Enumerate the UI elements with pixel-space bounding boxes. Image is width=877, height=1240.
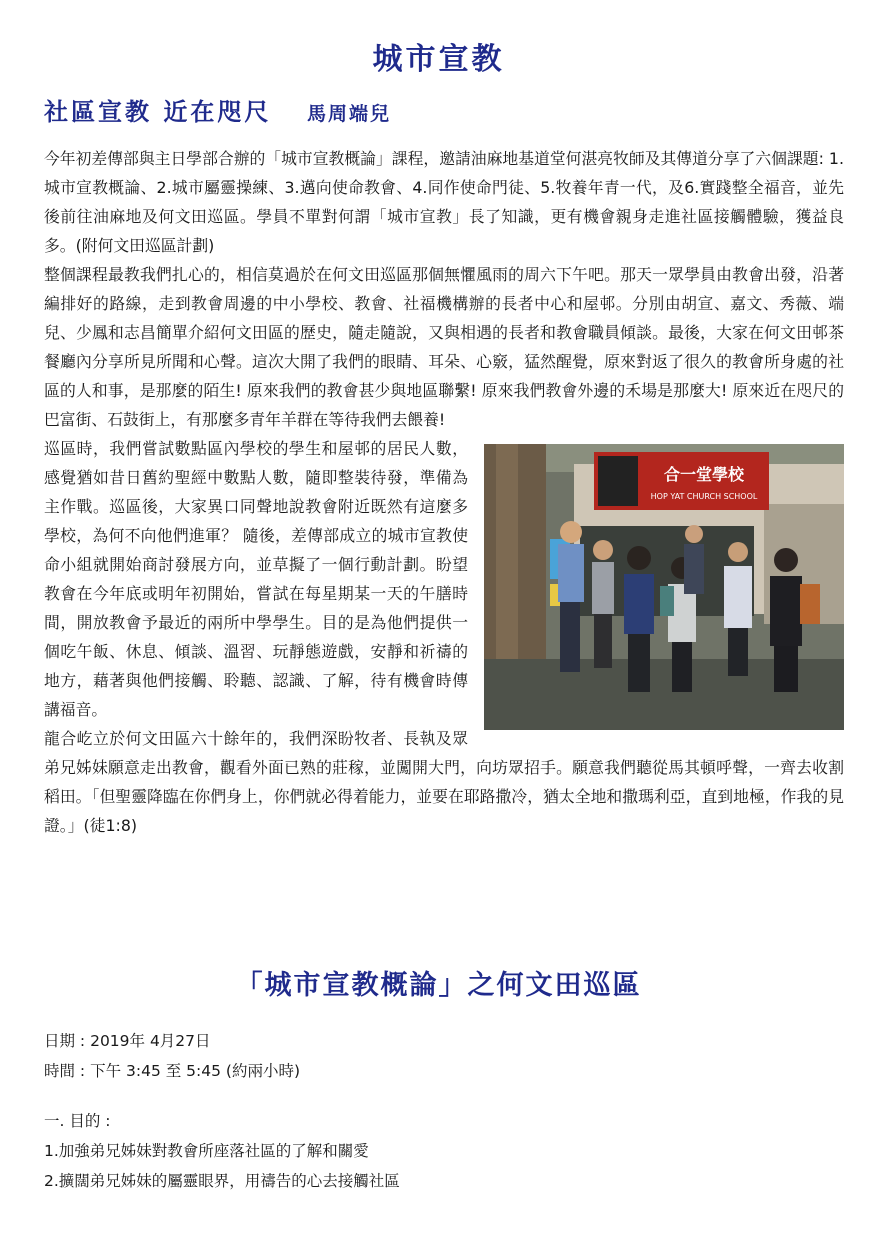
school-sign-subtext: HOP YAT CHURCH SCHOOL	[650, 492, 758, 501]
aims-item: 2.擴闊弟兄姊妹的屬靈眼界，用禱告的心去接觸社區	[44, 1172, 400, 1190]
aims-item: 1.加強弟兄姊妹對教會所座落社區的了解和關愛	[44, 1142, 369, 1160]
schedule-time: 時間 : 下午 3:45 至 5:45 (約兩小時)	[44, 1062, 300, 1080]
page-title: 城市宣教	[372, 42, 505, 77]
section-title: 「城市宣教概論」之何文田巡區	[235, 970, 642, 1001]
article-author: 馬周端兒	[306, 103, 391, 125]
article-title: 社區宣教 近在咫尺	[44, 98, 272, 126]
schedule	[44, 1026, 300, 1086]
aims	[44, 1106, 400, 1196]
paragraph-intro: 今年初差傳部與主日學部合辦的「城市宣教概論」課程，邀請油麻地基道堂何湛亮牧師及其傳道分享了六個課題: 1.城市宣教概論、2.城市屬靈操練、3.邁向使命教會、4.同作使命門徒、5.牧養年青一代，及6.實踐整全福音，並先後前往油麻地及何文田巡區。學員不單對何謂「城市宣教」長了知識，更有機會親身走進社區接觸體驗，獲益良多。(附何文田巡區計劃)	[44, 149, 844, 255]
article-subheading	[44, 94, 391, 130]
schedule-date: 日期 : 2019年 4月27日	[44, 1032, 211, 1050]
paragraph-tour: 整個課程最教我們扎心的，相信莫過於在何文田巡區那個無懼風雨的周六下午吧。那天一眾學員由教會出發，沿著編排好的路線，走到教會周邊的中小學校、教會、社福機構辦的長者中心和屋邨。分別由胡宣、嘉文、秀薇、端兒、少鳳和志昌簡單介紹何文田區的歷史，隨走隨說，又與相遇的長者和教會職員傾談。最後，大家在何文田邨茶餐廳內分享所見所聞和心聲。這次大開了我們的眼睛、耳朵、心竅，猛然醒覺，原來對返了很久的教會所身處的社區的人和事，是那麼的陌生! 原來我們的教會甚少與地區聯繫! 原來我們教會外邊的禾場是那麼大! 原來近在咫尺的巴富街、石鼓街上，有那麼多青年羊群在等待我們去餵養!	[44, 265, 844, 429]
paragraph-action-plan: 巡區時，我們嘗試數點區內學校的學生和屋邨的居民人數，感覺猶如昔日舊約聖經中數點人數，隨即整裝待發，準備為主作戰。巡區後，大家異口同聲地說教會附近既然有這麼多學校，為何不向他們進軍？ 隨後，差傳部成立的城市宣教使命小組就開始商討發展方向，並草擬了一個行動計劃。盼望教會在今年底或明年初開始，嘗試在每星期某一天的午膳時間，開放教會予最近的兩所中學學生。目的是為他們提供一個吃午飯、休息、傾談、溫習、玩靜態遊戲，安靜和祈禱的地方，藉著與他們接觸、聆聽、認識、了解，待有機會時傳講福音。	[44, 439, 468, 719]
article-body	[44, 144, 844, 840]
group-photo	[484, 444, 844, 730]
paragraph-call: 龍合屹立於何文田區六十餘年的，我們深盼牧者、長執及眾弟兄姊妹願意走出教會，觀看外面已熟的莊稼，並闖開大門，向坊眾招手。願意我們聽從馬其頓呼聲，一齊去收割稻田。「但聖靈降臨在你們身上，你們就必得着能力，並要在耶路撒冷，猶太全地和撒瑪利亞，直到地極，作我的見證。」(徒1:8)	[44, 729, 844, 835]
school-sign-text: 合一堂學校	[663, 465, 745, 484]
aims-heading: 一. 目的 :	[44, 1112, 111, 1130]
